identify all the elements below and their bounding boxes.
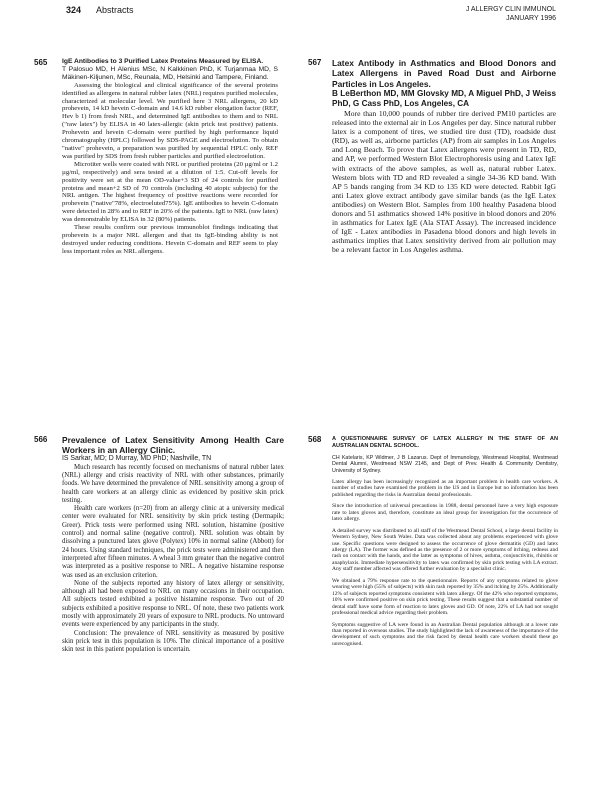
abstract-paragraph: Latex allergy has been increasingly recognized as an important problem in health care workers. A number of studies have examined the problem in the US and in Europe but no information has been published regarding the risks in Australian dental professionals.	[332, 478, 558, 498]
abstract-paragraph: We obtained a 79% response rate to the questionnaire. Reports of any symptoms related to glove wearing were high (55% of subjects) with skin rash reported by 35% and itching by 25%. Additionally 12% of subjects reported symptoms consistent with latex allergy. Of the 42% who reported symptoms, 10% were confirmed positive on skin prick testing. These results suggest that a substantial number of dental staff have some form of reaction to latex gloves and GD. Of note, 22% of LA had not sought professional medical advice regarding their problem.	[332, 577, 558, 617]
journal-name: J ALLERGY CLIN IMMUNOL	[465, 6, 556, 13]
abstract-paragraph: Assessing the biological and clinical significance of the several proteins identified as allergens in natural rubber latex (NRL) requires purified molecules, characterized at molecular level. We purified here 3 NRL allergens, 20 kD prohevein, 14 kD hevein C-domain and 14.6 kD rubber elongation factor (REF, Hev b 1) from fresh NRL, and determined IgE antibodies to them and to NRL ("raw latex") by ELISA in 40 latex-allergic (skin prick test positive) patients. Prohevein and hevein C-domain were purified by high performance liquid chromatography (HPLC) followed by SDS-PAGE and electroelution. To obtain "native" prohevein, a preparation was purified by sequential HPLC only. REF was purified by SDS from fresh rubber particles and purified electroelution.	[62, 81, 278, 160]
abstract-568	[332, 436, 558, 652]
abstract-number: 566	[34, 435, 48, 444]
abstract-title: Prevalence of Latex Sensitivity Among Health Care Workers in an Allergy Clinic.	[62, 435, 284, 456]
abstract-paragraph: Microtiter wells were coated with NRL or purified proteins (20 µg/ml or 1.2 µg/ml, respectively) and sera tested at a dilution of 1:5. Cut-off levels for positivity were set at the mean OD-value+3 SD of 24 controls for purified proteins and mean+2 SD of 70 controls (including 40 atopic subjects) for the NRL antigen. The highest frequency of positive reactions were recorded for prohevein ("native"78%, electroeluted75%). IgE antibodies to hevein C-domain were detected in 28% and to REF in 20% of the patients. IgE to NRL (raw latex) was demonstrable by ELISA in 32 (80%) patients.	[62, 160, 278, 224]
abstract-title: IgE Antibodies to 3 Purified Latex Proteins Measured by ELISA.	[62, 58, 264, 65]
abstract-title: A QUESTIONNAIRE SURVEY OF LATEX ALLERGY IN THE STAFF OF AN AUSTRALIAN DENTAL SCHOOL.	[332, 436, 558, 449]
abstract-567	[332, 58, 556, 254]
abstract-paragraph: Conclusion: The prevalence of NRL sensitivity as measured by positive skin prick test in this population is 10%. The clinical importance of a positive skin test in this patient population is uncertain.	[62, 629, 284, 654]
abstract-paragraph: These results confirm our previous immunoblot findings indicating that prohevein is a major NRL allergen and that its IgE-binding ability is not destroyed under reducing conditions. Hevein C-domain and REF seem to play less important roles as NRL allergens.	[62, 224, 278, 255]
abstract-565	[62, 58, 278, 256]
section-title: Abstracts	[96, 5, 134, 15]
abstract-paragraph: Symptoms suggestive of LA were found in an Australian Dental population although at a lower rate than reported in overseas studies. The study highlighted the lack of awareness of the importance of the development of such symptoms and the risk faced by dental health care workers should these go unrecognised.	[332, 621, 558, 647]
page-header	[0, 0, 600, 44]
journal-reference	[466, 5, 556, 23]
abstract-paragraph: None of the subjects reported any history of latex allergy or sensitivity, although all had been exposed to NRL on many occasions in their occupation. All subjects tested exhibited a positive histamine response. Two out of 20 subjects exhibited a positive response to NRL. Of note, these two patients work mostly with approximately 20 years of exposure to NRL products. No untoward events were experienced by any participants in the study.	[62, 579, 284, 629]
abstract-566	[62, 435, 284, 655]
abstract-paragraph: A detailed survey was distributed to all staff of the Westmead Dental School, a large dental facility in Western Sydney, New South Wales. Data was collected about any problems experienced with glove use. Specific questions were designed to assess the occurrence of glove dermatitis (GD) and latex allergy (LA). The former was defined as the presence of 2 or more symptoms of itching, redness and rash on contact with the hands, and the latter as symptoms of hives, asthma, conjunctivitis, rhinitis or anaphylaxis. Immediate hypersensitivity to latex was confirmed by skin prick testing with LA extract. Any staff member affected was offered further evaluation by a specialist clinic.	[332, 527, 558, 573]
abstract-authors: B LeBerthon MD, MM Glovsky MD, A Miguel PhD, J Weiss PhD, G Cass PhD, Los Angeles, CA	[332, 89, 556, 109]
abstract-paragraph: Health care workers (n=20) from an allergy clinic at a university medical center were evaluated for NRL sensitivity by skin prick testing (Dermapik; Greer). Prick tests were performed using NRL solution, histamine (positive control) and normal saline (negative control). NRL solution was obtain by dissolving a punctured latex glove (Polytex) 10% in normal saline (Abbott) for 24 hours. Using standard techniques, the prick tests were administered and then interpreted after fifteen minutes. A wheal 3 mm greater than the negative control was interpreted as a positive response to NRL. A negative histamine response was used as an exclusion criterion.	[62, 505, 284, 579]
abstract-paragraph: More than 10,000 pounds of rubber tire derived PM10 particles are released into the external air in Los Angeles per day. Since natural rubber latex is a component of tires, we studied tire dust (TD), roadside dust (RD), as well as, airborne particles (AP) from air samples in Los Angeles and Long Beach. To prove that Latex allergens were present in TD, RD, and AP, we performed Western Blot Electrophoresis using and Latex IgE with extracts of the above samples, as well as, natural rubber Latex. Western blots with TD and RD revealed a single 34-36 KD band. With AP 5 bands ranging from 34 KD to 135 KD were detected. Rabbit IgG anti Latex glove extract antibody gave similar bands (as the IgE Latex antibodies) on Western Blot. Samples from 100 healthy Pasadena blood donors and 51 asthmatics showed 14% positive in blood donors and 20% in asthmatics for Latex IgE (Ala STAT Assay). The increased incidence of IgE - Latex antibodies in Pasadena blood donors and high levels in asthmatics implies that Latex sensitivity derived from air pollution may be a relevant factor in Los Angeles asthma.	[332, 109, 556, 254]
page-number: 324	[66, 5, 82, 15]
abstract-paragraph: Much research has recently focused on mechanisms of natural rubber latex (NRL) allergy and crisis reactivity of NRL with other substances, primarily foods. We have determined the prevalence of NRL sensitivity among a group of health care workers at an allergy clinic as evidenced by positive skin prick testing.	[62, 463, 284, 504]
abstract-paragraph: Since the introduction of universal precautions in 1988, dental personnel have a very high exposure rate to latex gloves and, therefore, constitute an ideal group for investigation for the occurrence of latex allergy.	[332, 503, 558, 523]
abstract-number: 565	[34, 58, 48, 67]
abstract-authors: IS Sarkar, MD; D Murray, MD PhD; Nashville, TN	[62, 455, 212, 463]
abstract-number: 568	[308, 435, 322, 444]
abstract-authors: T Palosuo MD, H Alenius MSc, N Kalkkinen PhD, K Turjanmaa MD, S Mäkinen-Kiljunen, MSc, Reunala, MD, Helsinki and Tampere, Finland.	[62, 65, 278, 81]
abstract-number: 567	[308, 58, 322, 67]
issue-date: JANUARY 1996	[506, 15, 556, 22]
abstract-title: Latex Antibody in Asthmatics and Blood Donors and Latex Allergens in Paved Road Dust and Airborne Particles in Los Angeles.	[332, 58, 556, 89]
abstract-authors: CH Katelaris, KP Widmer, J B Lazarus. Dept of Immunology, Westmead Hospital, Westmead Dental Alumni, Westmead NSW 2145, and Dept of Prev. Health & Community Dentistry, University of Sydney.	[332, 455, 558, 474]
